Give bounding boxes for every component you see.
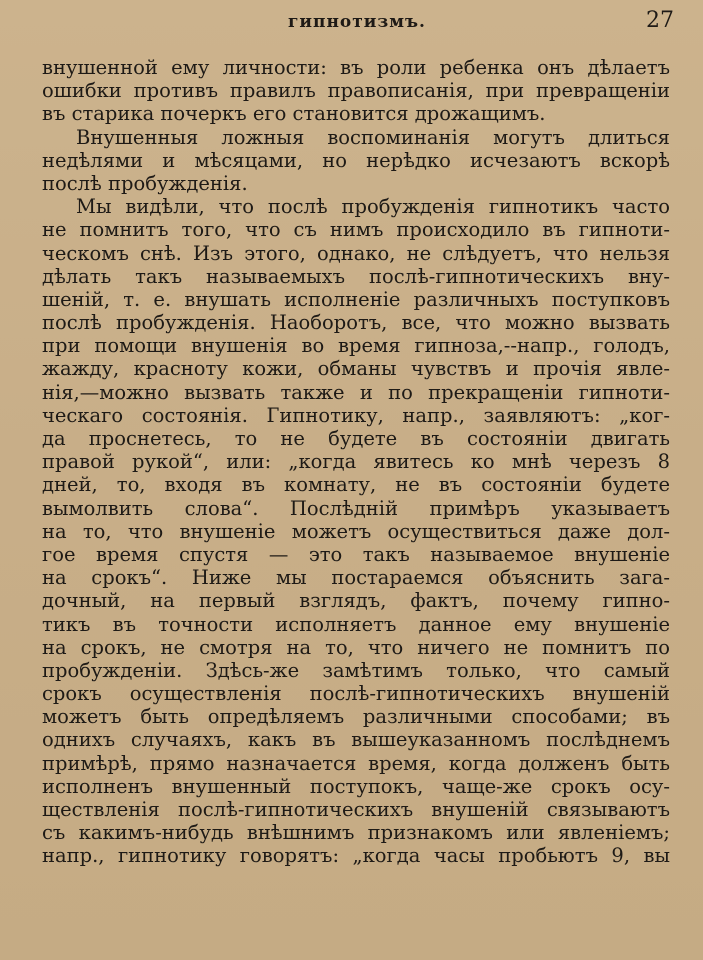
page-header [0, 8, 703, 38]
text-line: напр., гипнотику говорятъ: „когда часы пробьютъ 9, вы [42, 844, 670, 868]
text-line: съ какимъ-нибудь внѣшнимъ признакомъ или явленіемъ; [42, 821, 670, 845]
text-line: ществленія послѣ-гипнотическихъ внушеній связываютъ [42, 798, 670, 821]
text-line: исполненъ внушенный поступокъ, чаще-же срокъ осу- [42, 774, 670, 798]
text-line: однихъ случаяхъ, какъ въ вышеуказанномъ послѣднемъ [42, 728, 670, 752]
text-line: жажду, красноту кожи, обманы чувствъ и прочія явле- [42, 357, 670, 381]
text-line: дѣлать такъ называемыхъ послѣ-гипнотическихъ вну- [42, 264, 670, 288]
text-line: не помнитъ того, что съ нимъ происходило въ гипноти- [42, 218, 670, 242]
text-line: Внушенныя ложныя воспоминанія могутъ длиться [76, 125, 670, 149]
text-line: пробужденіи. Здѣсь-же замѣтимъ только, что самый [42, 658, 670, 682]
text-line: ческомъ снѣ. Изъ этого, однако, не слѣдуетъ, что нельзя [42, 241, 670, 265]
page-number: 27 [646, 8, 674, 33]
text-line: ошибки противъ правилъ правописанія, при превращеніи [42, 79, 670, 103]
text-line: Мы видѣли, что послѣ пробужденія гипнотикъ часто [76, 195, 670, 219]
text-line: послѣ пробужденія. Наоборотъ, все, что можно вызвать [42, 311, 670, 335]
text-line: послѣ пробужденія. [42, 171, 248, 195]
text-line: на то, что внушеніе можетъ осуществиться даже дол- [42, 519, 670, 543]
text-line: шеній, т. е. внушать исполненіе различныхъ поступковъ [42, 287, 670, 311]
text-line: да проснетесь, то не будете въ состояніи двигать [42, 427, 670, 450]
text-line: правой рукой“, или: „когда явитесь ко мнѣ черезъ 8 [42, 450, 670, 474]
running-title: гипнотизмъ. [288, 12, 426, 32]
text-line: примѣрѣ, прямо назначается время, когда долженъ быть [42, 751, 670, 775]
text-line: въ старика почеркъ его становится дрожащимъ. [42, 102, 546, 126]
text-line: гое время спустя — это такъ называемое внушеніе [42, 542, 670, 566]
text-line: дочный, на первый взглядъ, фактъ, почему гипно- [42, 589, 670, 613]
text-line: на срокъ, не смотря на то, что ничего не помнитъ по [42, 635, 670, 659]
text-line: тикъ въ точности исполняетъ данное ему внушеніе [42, 612, 670, 636]
text-line: вымолвить слова“. Послѣдній примѣръ указываетъ [42, 496, 670, 520]
body-text [42, 56, 670, 868]
text-line: внушенной ему личности: въ роли ребенка онъ дѣлаетъ [42, 56, 670, 79]
text-line: при помощи внушенія во время гипноза,--напр., голодъ, [42, 334, 670, 358]
text-line: недѣлями и мѣсяцами, но нерѣдко исчезаютъ вскорѣ [42, 148, 670, 172]
text-line: можетъ быть опредѣляемъ различными способами; въ [42, 705, 670, 729]
text-line: срокъ осуществленія послѣ-гипнотическихъ внушеній [42, 682, 670, 706]
text-line: ческаго состоянія. Гипнотику, напр., заявляютъ: „ког- [42, 403, 670, 427]
text-line: дней, то, входя въ комнату, не въ состояніи будете [42, 473, 670, 497]
text-line: на срокъ“. Ниже мы постараемся объяснить зага- [42, 566, 670, 590]
text-line: нія,—можно вызвать также и по прекращеніи гипноти- [42, 380, 670, 404]
